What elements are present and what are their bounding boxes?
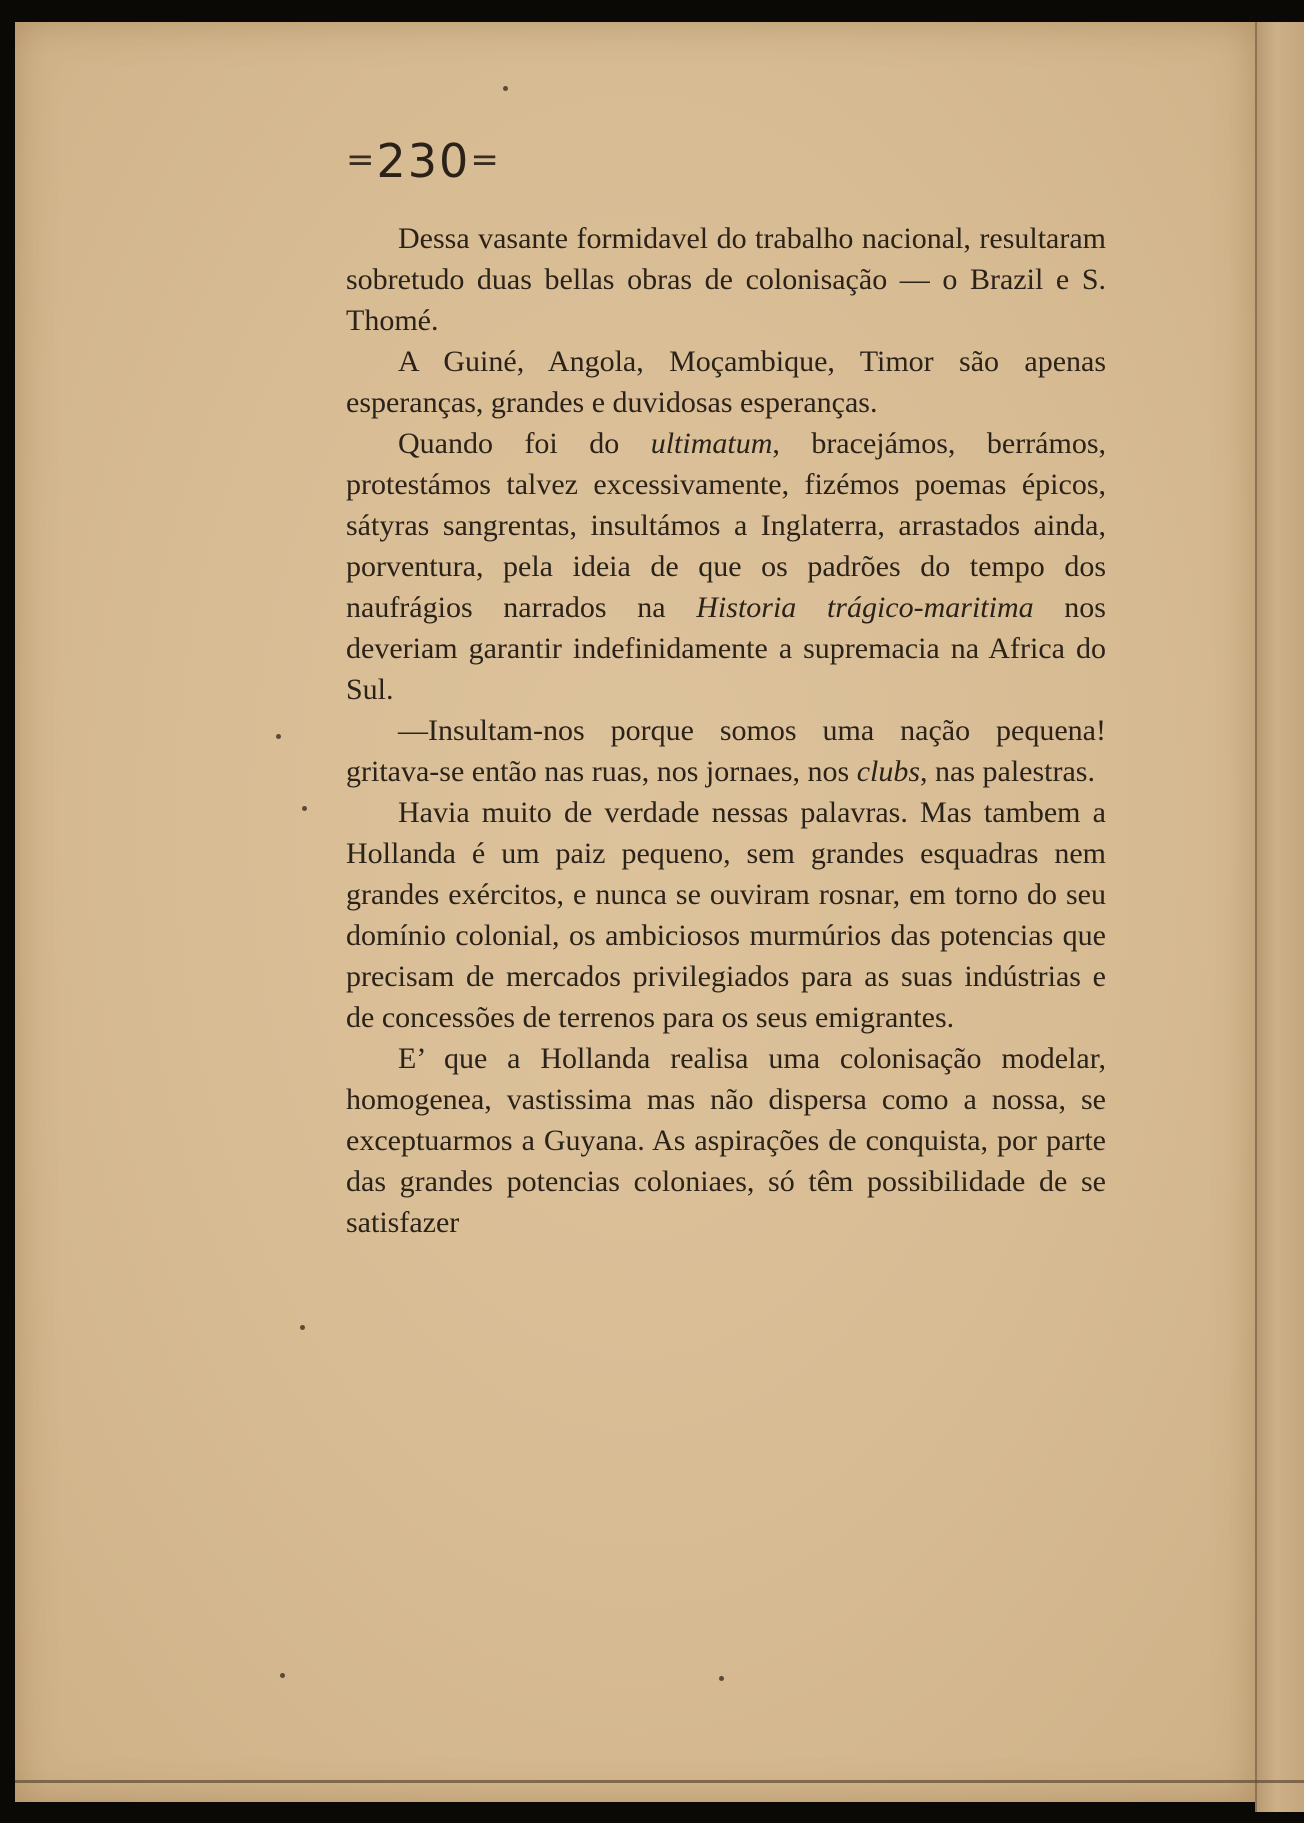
print-speck (503, 86, 508, 91)
text-run: , bracejámos, berrámos, protestámos talvez excessivamente, fizémos poemas épicos, sátyras sangrentas, insultámos a Inglaterra, arrastados ainda, porventura, pela ideia de que os padrões do tempo dos naufrágios narrados na (346, 427, 1106, 624)
page-number-dash-left: = (346, 140, 377, 180)
body-text (346, 218, 1106, 1243)
print-speck (302, 806, 307, 811)
adjacent-page-edge (1255, 22, 1304, 1812)
page-number (346, 130, 501, 191)
italic-term: clubs (856, 755, 921, 788)
paragraph: A Guiné, Angola, Moçambique, Timor são apenas esperanças, grandes e duvidosas esperanças. (346, 345, 1106, 419)
print-speck (280, 1673, 285, 1678)
text-run: , nas palestras. (920, 755, 1095, 788)
page-number-dash-right: = (470, 140, 501, 180)
paragraph: Havia muito de verdade nessas palavras. Mas tambem a Hollanda é um paiz pequeno, sem grandes esquadras nem grandes exércitos, e nunca se ouviram rosnar, em torno do seu domínio colonial, os ambiciosos murmúrios das potencias que precisam de mercados privilegiados para as suas indústrias e de concessões de terrenos para os seus emigrantes. (346, 796, 1106, 1034)
paragraph (346, 423, 1106, 710)
text-run: —Insultam-nos porque somos uma nação pequena! gritava-se então nas ruas, nos jornaes, nos (346, 714, 1106, 788)
page-number-value: 230 (376, 134, 471, 188)
italic-term: Historia trágico-maritima (696, 591, 1034, 624)
italic-term: ultimatum (650, 427, 773, 460)
paragraph: E’ que a Hollanda realisa uma colonisação modelar, homogenea, vastissima mas não dispersa como a nossa, se exceptuarmos a Guyana. As aspirações de conquista, por parte das grandes potencias coloniaes, só têm possibilidade de se satisfazer (346, 1042, 1106, 1239)
paragraph (346, 710, 1106, 792)
print-speck (719, 1676, 724, 1681)
page-bottom-edge (15, 1780, 1304, 1783)
text-run: nos deveriam garantir indefinidamente a supremacia na Africa do Sul. (346, 591, 1106, 706)
print-speck (276, 734, 281, 739)
print-speck (300, 1325, 305, 1330)
paragraph: Dessa vasante formidavel do trabalho nacional, resultaram sobretudo duas bellas obras de colonisação — o Brazil e S. Thomé. (346, 222, 1106, 337)
text-run: Quando foi do (398, 427, 651, 460)
